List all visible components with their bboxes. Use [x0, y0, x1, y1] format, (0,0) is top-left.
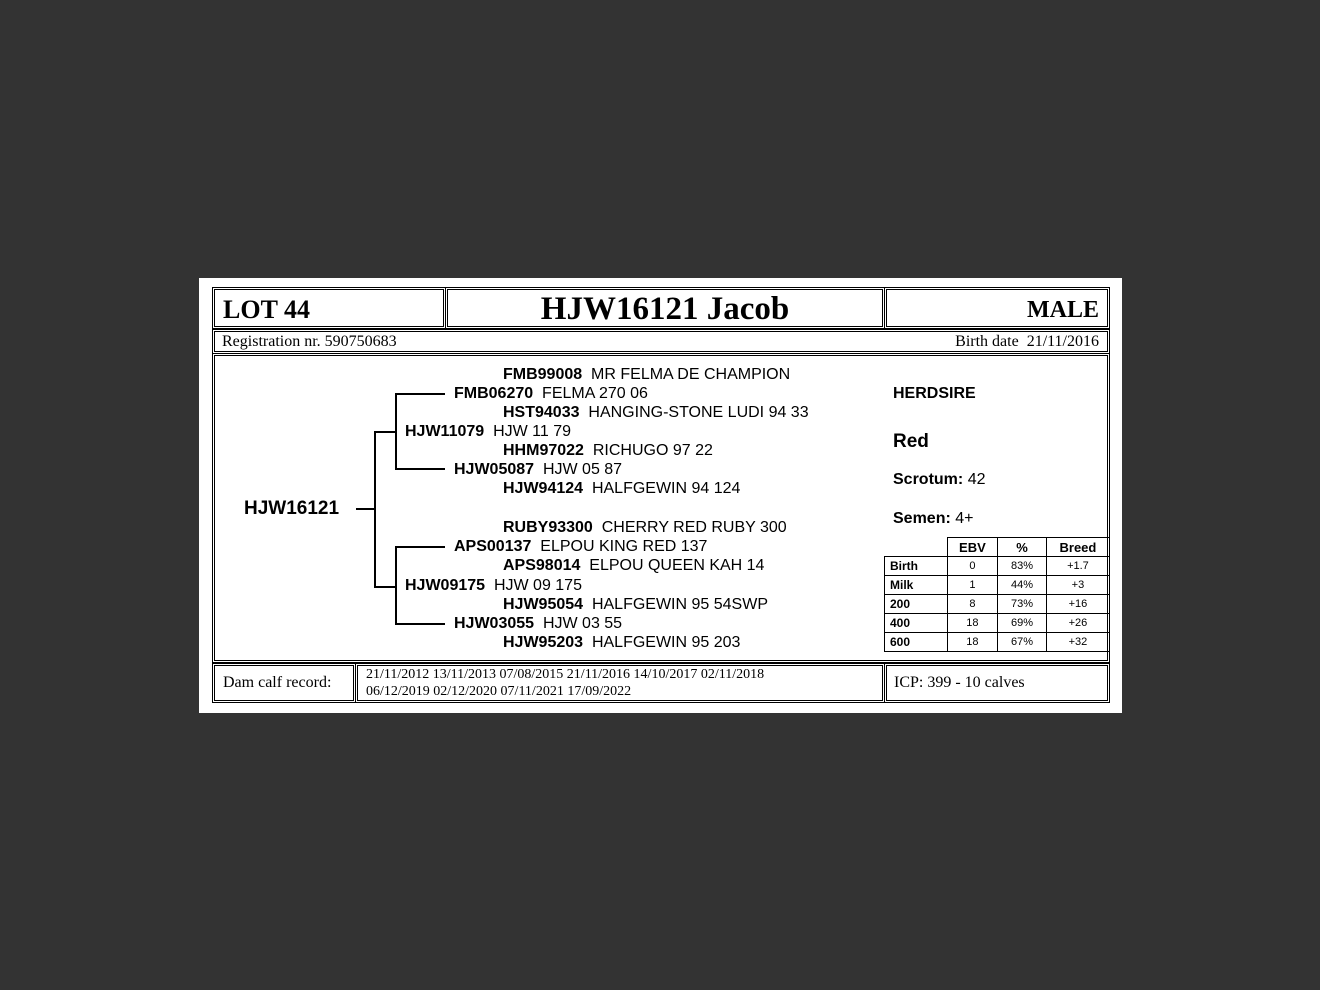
breed-header: Breed [1046, 538, 1109, 557]
pedigree-connector [374, 586, 396, 588]
table-row: 400 18 69% +26 [885, 614, 1110, 633]
ebv-header-row [885, 538, 1110, 557]
lot-box [214, 289, 444, 327]
table-row: 600 18 67% +32 [885, 633, 1110, 652]
icp-box [886, 665, 1108, 701]
pedigree-connector [395, 546, 397, 625]
dam-calf-dates-line1: 21/11/2012 13/11/2013 07/08/2015 21/11/2016 14/10/2017 02/11/2018 [366, 667, 765, 682]
pedigree-entry-ss: FMB06270 FELMA 270 06 [454, 385, 648, 402]
birth-date: Birth date 21/11/2016 [955, 333, 1099, 350]
ebv-header: EBV [947, 538, 998, 557]
pedigree-connector [395, 546, 445, 548]
registration-row [214, 331, 1108, 352]
table-row: Milk 1 44% +3 [885, 576, 1110, 595]
color-label: Red [893, 431, 929, 452]
pedigree-entry-sss: FMB99008 MR FELMA DE CHAMPION [503, 366, 791, 383]
dam-calf-label: Dam calf record: [223, 674, 332, 691]
pedigree-entry-ds: APS00137 ELPOU KING RED 137 [454, 538, 708, 555]
pedigree-entry-ddd: HJW95203 HALFGEWIN 95 203 [503, 634, 741, 651]
pedigree-connector [395, 393, 445, 395]
pedigree-entry-dsd: APS98014 ELPOU QUEEN KAH 14 [503, 557, 765, 574]
scrotum-measure: Scrotum: 42 [893, 471, 986, 488]
pedigree-entry-sds: HHM97022 RICHUGO 97 22 [503, 442, 713, 459]
pedigree-entry-dd: HJW03055 HJW 03 55 [454, 615, 623, 632]
pedigree-entry-dss: RUBY93300 CHERRY RED RUBY 300 [503, 519, 787, 536]
pedigree-connector [356, 508, 375, 510]
pedigree-connector [395, 468, 445, 470]
pedigree-entry-sdd: HJW94124 HALFGEWIN 94 124 [503, 480, 741, 497]
pedigree-entry-dds: HJW95054 HALFGEWIN 95 54SWP [503, 596, 768, 613]
pedigree-connector [395, 623, 445, 625]
dam-calf-label-box [214, 665, 354, 701]
title-box [447, 289, 883, 327]
sex-box [886, 289, 1108, 327]
lot-number: LOT 44 [223, 295, 310, 324]
pedigree-subject: HJW16121 [244, 498, 340, 519]
pedigree-connector [395, 393, 397, 470]
registration-number: Registration nr. 590750683 [222, 333, 397, 350]
sex-label: MALE [1027, 297, 1099, 323]
dam-calf-record-box [357, 665, 883, 701]
pedigree-entry-sire: HJW11079 HJW 11 79 [405, 423, 572, 440]
lot-card [199, 278, 1122, 713]
pedigree-connector [374, 431, 376, 588]
status-label: HERDSIRE [893, 385, 976, 402]
icp-summary: ICP: 399 - 10 calves [894, 674, 1025, 691]
pedigree-entry-dam: HJW09175 HJW 09 175 [405, 577, 582, 594]
table-row: 200 8 73% +16 [885, 595, 1110, 614]
pedigree-entry-ssd: HST94033 HANGING-STONE LUDI 94 33 [503, 404, 809, 421]
animal-title: HJW16121 Jacob [540, 291, 790, 327]
semen-grade: Semen: 4+ [893, 510, 974, 527]
pedigree-connector [374, 431, 396, 433]
ebv-table [884, 537, 1110, 652]
table-row: Birth 0 83% +1.7 [885, 557, 1110, 576]
pct-header: % [998, 538, 1047, 557]
dam-calf-dates-line2: 06/12/2019 02/12/2020 07/11/2021 17/09/2022 [366, 684, 632, 699]
pedigree-entry-sd: HJW05087 HJW 05 87 [454, 461, 623, 478]
